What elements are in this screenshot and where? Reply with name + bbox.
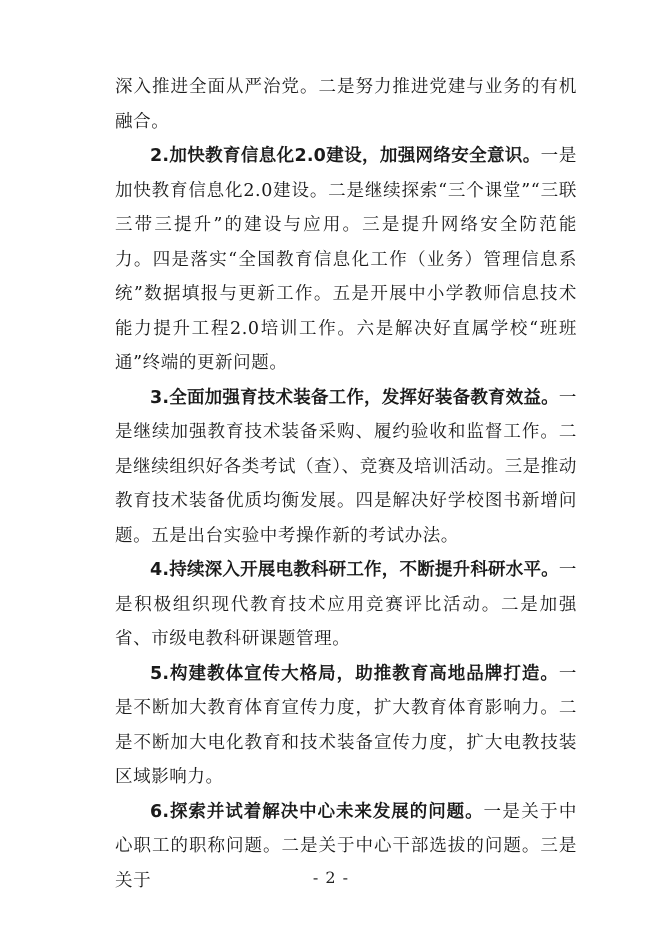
paragraph-body: 一是加快教育信息化2.0建设。二是继续探索“三个课堂”“三联三带三提升”的建设与应用。三是提升网络安全防范能力。四是落实“全国教育信息化工作（业务）管理信息系统”数据填报与更新工作。五是开展中小学教师信息技术能力提升工程2.0培训工作。六是解决好直属学校“班班通”终端的更新问题。 — [115, 146, 578, 373]
paragraph-section-2 — [115, 139, 577, 381]
paragraph-section-3 — [115, 381, 577, 554]
document-page — [115, 70, 577, 898]
paragraph-body: 一是关于中心职工的职称问题。二是关于中心干部选拔的问题。三是关于 — [115, 801, 578, 891]
section-heading: 4.持续深入开展电教科研工作，不断提升科研水平。 — [150, 560, 559, 580]
section-heading: 3.全面加强育技术装备工作，发挥好装备教育效益。 — [150, 387, 559, 408]
paragraph-body: 一是不断加大教育体育宣传力度，扩大教育体育影响力。二是不断加大电化教育和技术装备宣传力度，扩大电教技装区域影响力。 — [115, 663, 577, 787]
section-heading: 6.探索并试着解决中心未来发展的问题。 — [150, 801, 484, 822]
section-heading: 5.构建教体宣传大格局，助推教育高地品牌打造。 — [150, 663, 559, 684]
paragraph-body: 一是积极组织现代教育技术应用竞赛评比活动。二是加强省、市级电教科研课题管理。 — [115, 560, 577, 649]
section-heading: 2.加快教育信息化2.0建设，加强网络安全意识。 — [150, 146, 541, 166]
paragraph-body: 深入推进全面从严治党。二是努力推进党建与业务的有机融合。 — [115, 77, 577, 132]
paragraph-continuation — [115, 70, 577, 139]
paragraph-body: 一是继续加强教育技术装备采购、履约验收和监督工作。二是继续组织好各类考试（查）、竞赛及培训活动。三是推动教育技术装备优质均衡发展。四是解决好学校图书新增问题。五是出台实验中考操作新的考试办法。 — [115, 387, 577, 546]
paragraph-section-5 — [115, 657, 577, 795]
page-number: - 2 - — [312, 868, 350, 887]
paragraph-section-4 — [115, 553, 577, 657]
